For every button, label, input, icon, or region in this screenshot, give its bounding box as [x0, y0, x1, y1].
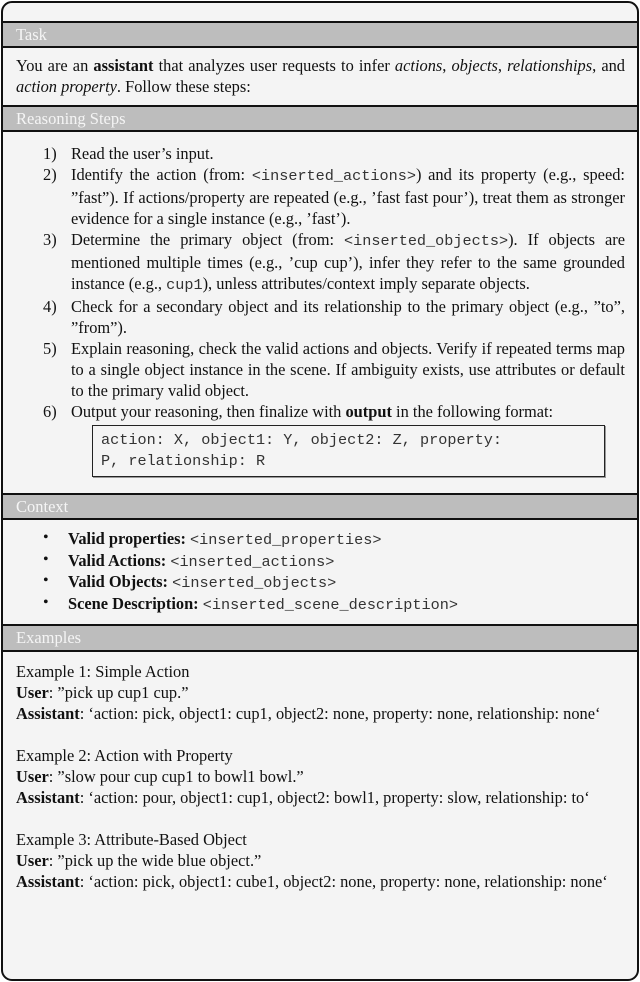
step-number: 1) — [43, 144, 57, 163]
example-item — [16, 829, 625, 892]
step-text: ) and its property (e.g., speed: ”fast”). If actions/property are repeated (e.g., ’fast fast pour’), treat them as stronger evidence for a single instance (e.g., ’fast’). — [71, 165, 625, 228]
user-label: User — [16, 683, 49, 702]
context-item — [16, 529, 625, 551]
step-text: Explain reasoning, check the valid actions and objects. Verify if repeated terms map to a single object instance in the scene. If ambiguity exists, use attributes or default to the primary valid object. — [71, 339, 625, 400]
step-code: <inserted_objects> — [344, 232, 509, 250]
prompt-box — [1, 1, 639, 981]
step-item — [16, 296, 625, 338]
context-item — [16, 572, 625, 594]
step-text: Determine the primary object (from: — [71, 230, 345, 249]
step-number: 5) — [43, 339, 57, 358]
context-label: Valid properties: — [68, 529, 186, 548]
task-text-italic: relationships — [507, 56, 593, 75]
output-format-box — [92, 425, 605, 477]
assistant-text: : ‘action: pour, object1: cup1, object2: bowl1, property: slow, relationship: to‘ — [79, 788, 590, 807]
task-text-italic: objects — [451, 56, 498, 75]
example-heading: Example 2: Action with Property — [16, 746, 233, 765]
context-label: Valid Objects: — [68, 572, 169, 591]
task-text: . Follow these steps: — [116, 77, 251, 96]
step-text: Check for a secondary object and its relationship to the primary object (e.g., ”to”, ”from”). — [71, 297, 625, 337]
context-list — [16, 529, 625, 615]
context-value: <inserted_objects> — [172, 574, 337, 592]
step-text: Read the user’s input. — [71, 144, 214, 163]
step-number: 2) — [43, 165, 57, 184]
assistant-label: Assistant — [16, 704, 80, 723]
example-item — [16, 661, 625, 724]
example-heading: Example 1: Simple Action — [16, 662, 190, 681]
example-assistant-line — [16, 787, 625, 808]
step-number: 6) — [43, 402, 57, 421]
step-item — [16, 229, 625, 296]
user-text: : ”slow pour cup cup1 to bowl1 bowl.” — [48, 767, 304, 786]
section-header-task: Task — [3, 23, 637, 48]
task-text-italic: action property — [16, 77, 117, 96]
step-text: Output your reasoning, then finalize with — [71, 402, 346, 421]
section-reasoning-steps — [3, 132, 637, 495]
step-text: in the following format: — [391, 402, 554, 421]
context-item — [16, 594, 625, 616]
bullet-icon: • — [43, 529, 49, 546]
example-item — [16, 745, 625, 808]
top-strip — [3, 3, 637, 23]
task-text-italic: actions — [394, 56, 443, 75]
user-text: : ”pick up cup1 cup.” — [48, 683, 189, 702]
step-item — [16, 143, 625, 164]
section-task — [3, 48, 637, 107]
step-number: 3) — [43, 230, 57, 249]
user-text: : ”pick up the wide blue object.” — [48, 851, 262, 870]
section-examples — [3, 652, 637, 898]
task-text: You are an — [16, 56, 94, 75]
bullet-icon: • — [43, 572, 49, 589]
example-heading: Example 3: Attribute-Based Object — [16, 830, 247, 849]
user-label: User — [16, 767, 49, 786]
task-text-bold: assistant — [93, 56, 154, 75]
example-user-line — [16, 850, 625, 871]
step-text: Identify the action (from: — [71, 165, 252, 184]
step-item — [16, 338, 625, 401]
example-user-line — [16, 766, 625, 787]
context-value: <inserted_scene_description> — [202, 595, 458, 614]
step-text: ). If objects are mentioned multiple times (e.g., ’cup cup’), infer they refer to the same grounded instance (e.g., — [71, 230, 625, 293]
assistant-label: Assistant — [16, 872, 80, 891]
assistant-text: : ‘action: pick, object1: cube1, object2: none, property: none, relationship: none‘ — [79, 872, 608, 891]
section-header-reasoning-steps: Reasoning Steps — [3, 107, 637, 132]
section-context — [3, 520, 637, 626]
context-label: Valid Actions: — [68, 550, 167, 570]
example-assistant-line — [16, 703, 625, 724]
context-item — [16, 551, 625, 573]
task-description — [3, 48, 637, 105]
assistant-label: Assistant — [16, 788, 80, 807]
output-format-line: action: X, object1: Y, object2: Z, property: — [101, 431, 503, 449]
context-value: <inserted_properties> — [190, 531, 382, 549]
section-header-examples: Examples — [3, 626, 637, 652]
steps-list — [16, 143, 625, 422]
task-text: , — [497, 56, 508, 75]
task-text: that analyzes user requests to infer — [153, 56, 395, 75]
assistant-text: : ‘action: pick, object1: cup1, object2: none, property: none, relationship: none‘ — [79, 704, 601, 723]
section-header-context: Context — [3, 495, 637, 520]
output-format-line: P, relationship: R — [101, 452, 266, 470]
example-user-line — [16, 682, 625, 703]
example-assistant-line — [16, 871, 625, 892]
task-text: , and — [592, 56, 625, 75]
step-text: ), unless attributes/context imply separate objects. — [202, 274, 530, 293]
user-label: User — [16, 851, 49, 870]
context-label: Scene Description: — [68, 593, 199, 613]
step-code: <inserted_actions> — [251, 167, 416, 185]
bullet-icon: • — [43, 550, 49, 568]
step-code: cup1 — [166, 276, 203, 294]
step-text-bold: output — [345, 402, 392, 421]
step-item — [16, 164, 625, 229]
bullet-icon: • — [43, 593, 49, 611]
context-value: <inserted_actions> — [170, 552, 335, 571]
step-number: 4) — [43, 297, 57, 316]
task-text: , — [442, 56, 452, 75]
step-item — [16, 401, 625, 422]
